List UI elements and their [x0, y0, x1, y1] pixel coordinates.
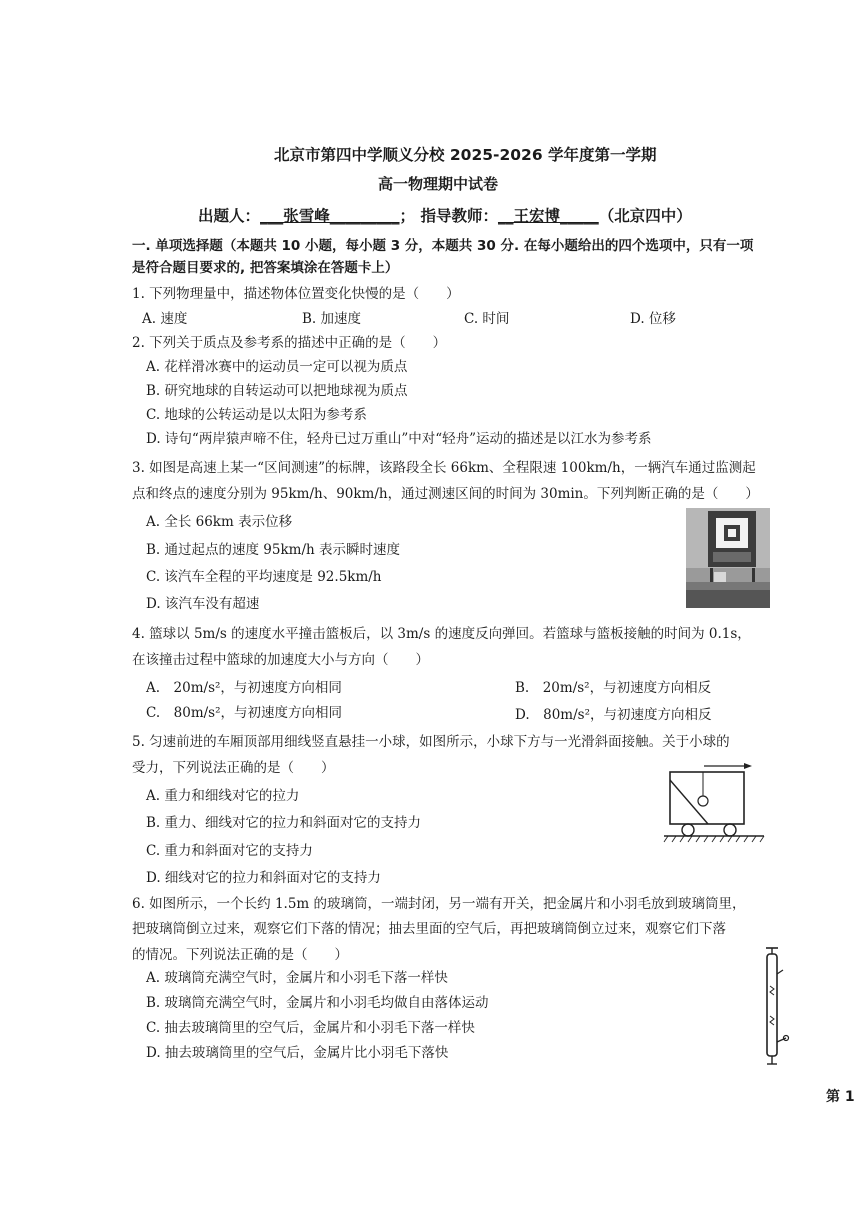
q6-stem-line1: 6. 如图所示，一个长约 1.5m 的玻璃筒，一端封闭，另一端有开关，把金属片和小羽毛放到玻璃筒里， [132, 896, 746, 912]
q4-option-a: A. 20m/s²，与初速度方向相同 [146, 680, 342, 696]
q3-option-a: A. 全长 66km 表示位移 [146, 514, 293, 530]
q6-stem-line3: 的情况。下列说法正确的是（ ） [132, 947, 348, 963]
q4-option-d: D. 80m/s²，与初速度方向相反 [515, 707, 712, 723]
q1-stem: 1. 下列物理量中，描述物体位置变化快慢的是（ ） [132, 286, 460, 302]
q5-stem-line1: 5. 匀速前进的车厢顶部用细线竖直悬挂一小球，如图所示，小球下方与一光滑斜面接触。关于小球的 [132, 734, 730, 750]
exam-title: 北京市第四中学顺义分校 2025-2026 学年度第一学期 [274, 146, 657, 164]
q1-option-d: D. 位移 [630, 311, 676, 327]
q2-stem: 2. 下列关于质点及参考系的描述中正确的是（ ） [132, 335, 447, 351]
q3-stem-line1: 3. 如图是高速上某一“区间测速”的标牌，该路段全长 66km、全程限速 100km/h，一辆汽车通过监测起 [132, 460, 756, 476]
q2-option-c: C. 地球的公转运动是以太阳为参考系 [146, 407, 367, 423]
q4-stem-line1: 4. 篮球以 5m/s 的速度水平撞击篮板后，以 3m/s 的速度反向弹回。若篮球与篮板接触的时间为 0.1s， [132, 626, 751, 642]
teacher-name: __王宏博_____ [497, 207, 599, 225]
q1-option-b: B. 加速度 [302, 311, 362, 327]
q5-stem-line2: 受力，下列说法正确的是（ ） [132, 760, 335, 776]
q4-option-c: C. 80m/s²，与初速度方向相同 [146, 705, 343, 721]
q4-stem-line2: 在该撞击过程中篮球的加速度大小与方向（ ） [132, 652, 429, 668]
author-line [198, 204, 692, 226]
section-heading-line1: 一. 单项选择题（本题共 10 小题，每小题 3 分，本题共 30 分. 在每小题给出的四个选项中，只有一项 [132, 238, 754, 254]
exam-subtitle: 高一物理期中试卷 [378, 175, 499, 193]
separator: ； [399, 207, 416, 225]
q1-option-c: C. 时间 [464, 311, 510, 327]
q4-option-b: B. 20m/s²，与初速度方向相反 [515, 680, 712, 696]
q5-option-d: D. 细线对它的拉力和斜面对它的支持力 [146, 870, 381, 886]
speed-sign-photo [686, 508, 770, 608]
q1-option-a: A. 速度 [142, 311, 188, 327]
q6-option-b: B. 玻璃筒充满空气时，金属片和小羽毛均做自由落体运动 [146, 995, 489, 1011]
q3-option-d: D. 该汽车没有超速 [146, 596, 260, 612]
glass-tube-diagram [756, 946, 790, 1070]
q6-option-a: A. 玻璃筒充满空气时，金属片和小羽毛下落一样快 [146, 970, 448, 986]
q6-option-c: C. 抽去玻璃筒里的空气后，金属片和小羽毛下落一样快 [146, 1020, 475, 1036]
q2-option-d: D. 诗句“两岸猿声啼不住，轻舟已过万重山”中对“轻舟”运动的描述是以江水为参考系 [146, 431, 652, 447]
q5-option-b: B. 重力、细线对它的拉力和斜面对它的支持力 [146, 815, 422, 831]
q3-stem-line2: 点和终点的速度分别为 95km/h、90km/h，通过测速区间的时间为 30min。下列判断正确的是（ ） [132, 486, 759, 502]
q3-option-b: B. 通过起点的速度 95km/h 表示瞬时速度 [146, 542, 400, 558]
carriage-diagram [664, 758, 768, 850]
teacher-label: 指导教师： [420, 207, 498, 225]
q5-option-a: A. 重力和细线对它的拉力 [146, 788, 300, 804]
q5-option-c: C. 重力和斜面对它的支持力 [146, 843, 313, 859]
author-label: 出题人： [198, 207, 261, 225]
q6-stem-line2: 把玻璃筒倒立过来，观察它们下落的情况；抽去里面的空气后，再把玻璃筒倒立过来，观察它们下落 [132, 921, 726, 937]
q6-option-d: D. 抽去玻璃筒里的空气后，金属片比小羽毛下落快 [146, 1045, 449, 1061]
page-number: 第 1 [826, 1089, 855, 1105]
q3-option-c: C. 该汽车全程的平均速度是 92.5km/h [146, 569, 382, 585]
q2-option-a: A. 花样滑冰赛中的运动员一定可以视为质点 [146, 359, 408, 375]
q2-option-b: B. 研究地球的自转运动可以把地球视为质点 [146, 383, 408, 399]
school-name: （北京四中） [598, 207, 692, 225]
section-heading-line2: 是符合题目要求的, 把答案填涂在答题卡上） [132, 260, 399, 276]
author-name: ___张雪峰_________ [260, 207, 400, 225]
